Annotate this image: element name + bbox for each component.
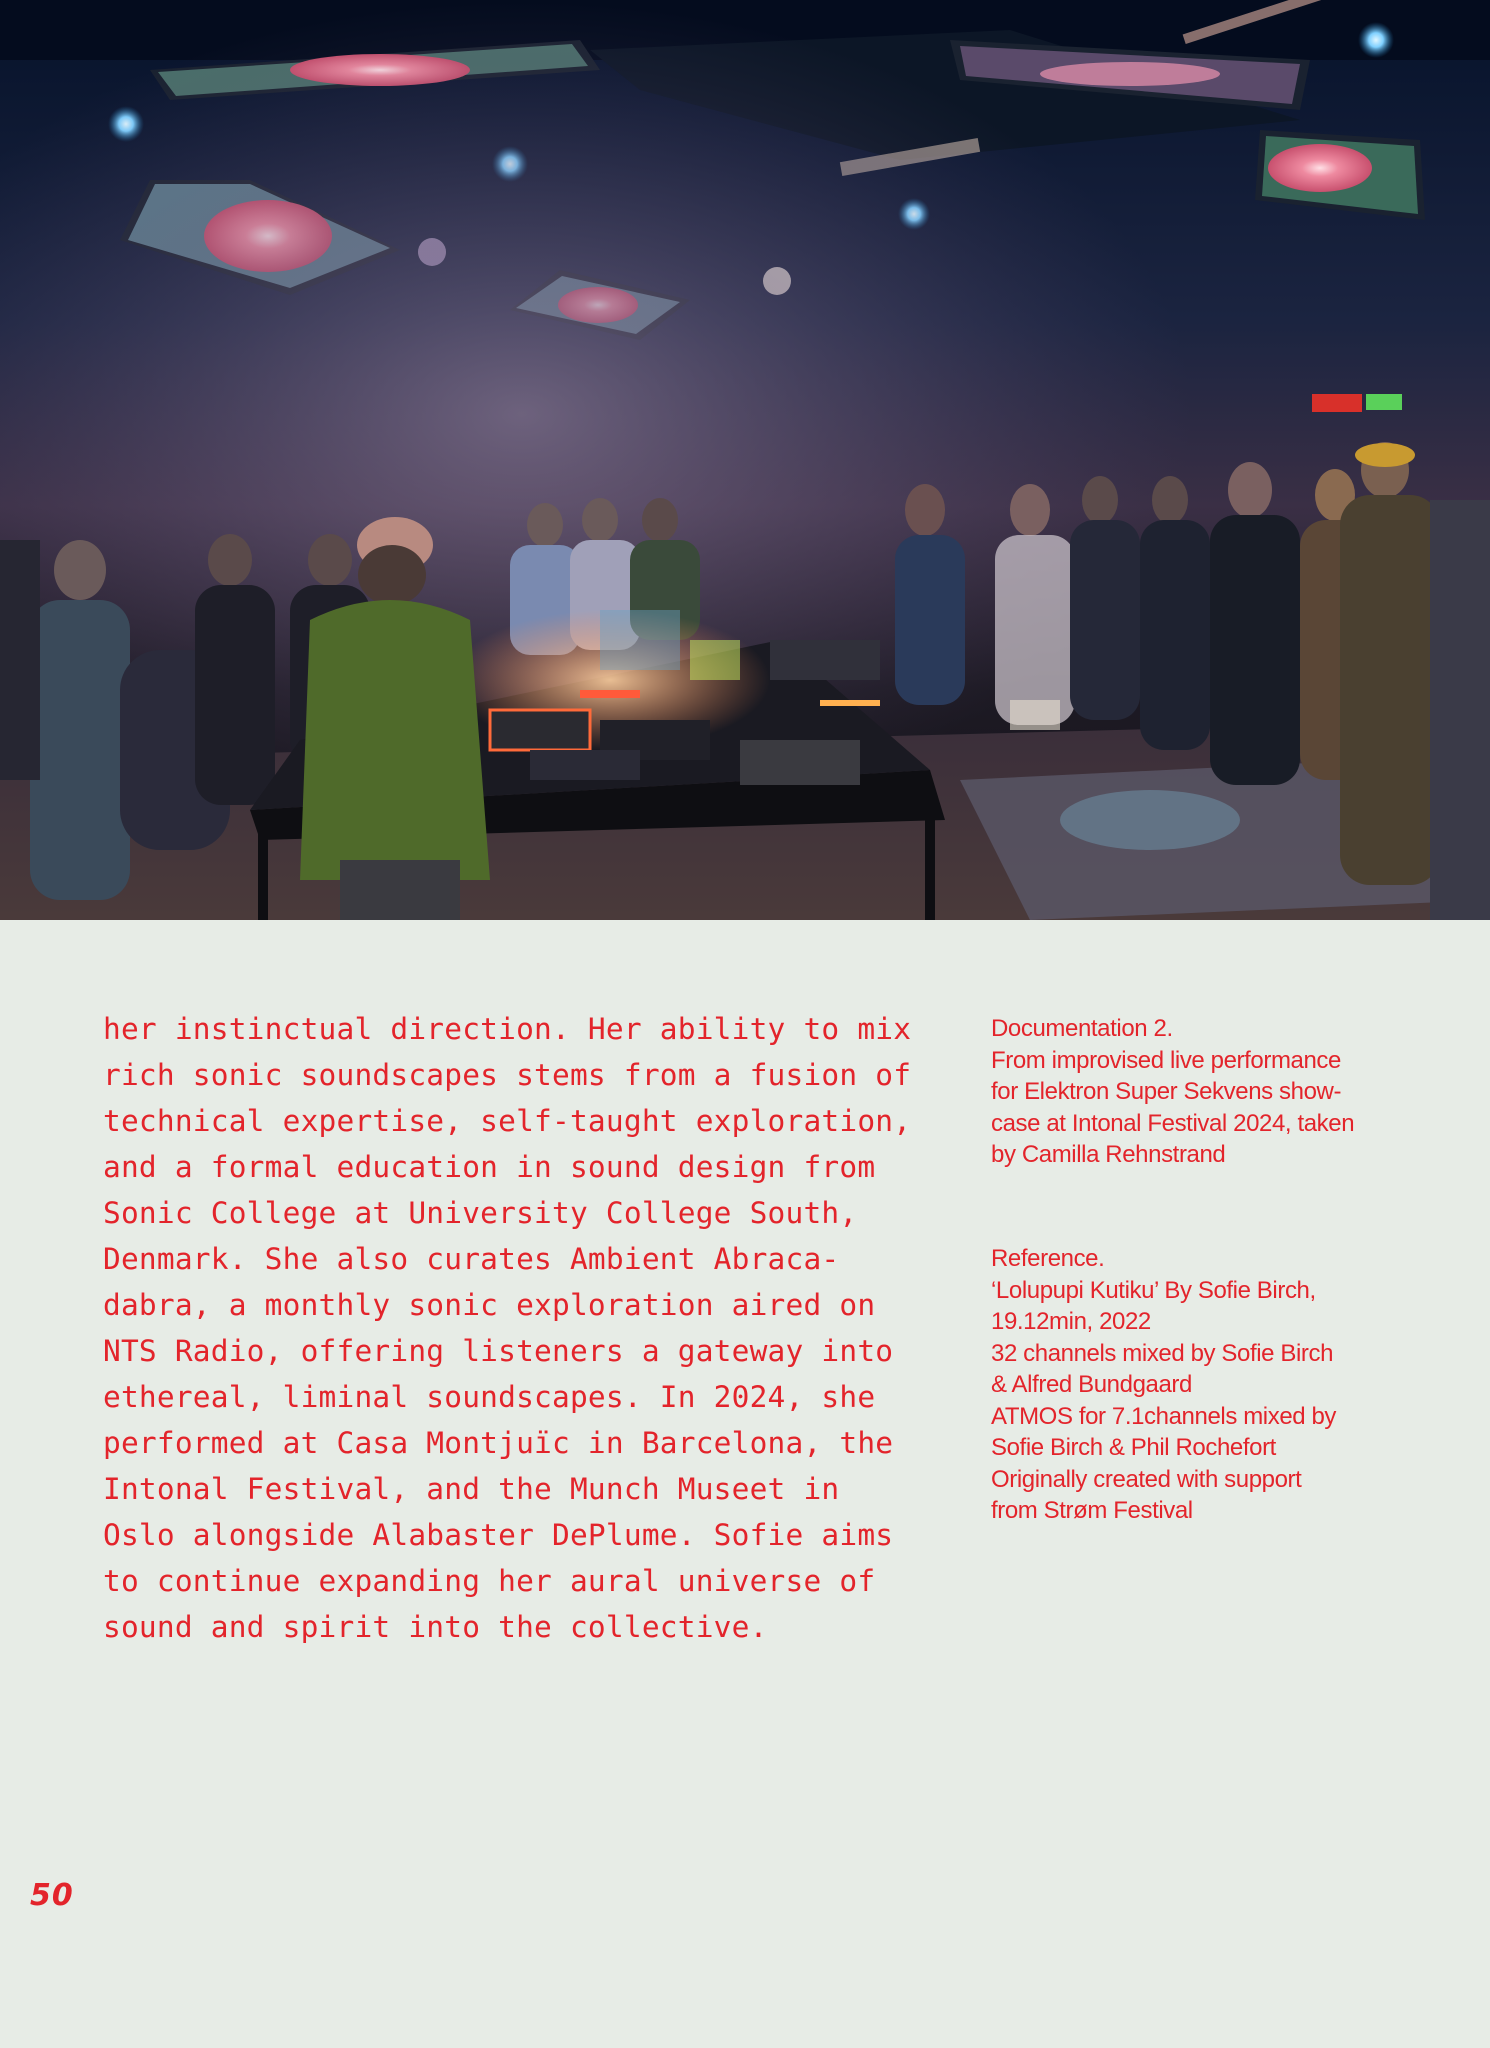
caption-documentation: Documentation 2. From improvised live performance for Elektron Super Sekvens show- case at Intonal Festival 2024, taken by Camilla Rehnstrand [991, 1015, 1355, 1168]
body-text: her instinctual direction. Her ability to mix rich sonic soundscapes stems from a fusion of technical expertise, self-taught exploration, and a formal education in sound design from Sonic College at University College South, Denmark. She also curates Ambient Abraca- dabra, a monthly sonic exploration aired on NTS Radio, offering listeners a gateway into ethereal, liminal soundscapes. In 2024, she performed at Casa Montjuïc in Barcelona, the Intonal Festival, and the Munch Museet in Oslo alongside Alabaster DePlume. Sofie aims to continue expanding her aural universe of sound and spirit into the collective. [103, 1012, 912, 1644]
concert-photo [0, 0, 1490, 920]
page-number: 50 [30, 1878, 74, 1913]
caption-reference: Reference. ‘Lolupupi Kutiku’ By Sofie Birch, 19.12min, 2022 32 channels mixed by Sofie Birch & Alfred Bundgaard ATMOS for 7.1channels mixed by Sofie Birch & Phil Rochefort Originally created with support from Strøm Festival [991, 1245, 1337, 1524]
exit-sign [1312, 394, 1402, 412]
